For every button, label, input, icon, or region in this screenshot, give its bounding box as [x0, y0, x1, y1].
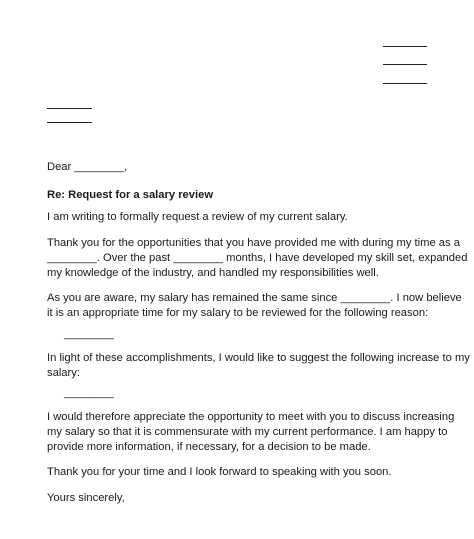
paragraph-2-line-1: Thank you for the opportunities that you have provided me with during my time as a	[47, 237, 460, 249]
paragraph-4-line-2: salary:	[47, 367, 80, 379]
sender-address-line-1	[383, 46, 427, 47]
sender-address-line-2	[383, 64, 427, 65]
subject-line: Re: Request for a salary review	[47, 189, 214, 201]
paragraph-3-line-2: it is an appropriate time for my salary to be reviewed for the following reason:	[47, 307, 429, 319]
paragraph-2-line-3: my knowledge of the industry, and handled my responsibilities well.	[47, 267, 379, 279]
paragraph-5-line-1: I would therefore appreciate the opportunity to meet with you to discuss increasing	[47, 411, 455, 423]
paragraph-4-line-1: In light of these accomplishments, I would like to suggest the following increase to my	[47, 352, 470, 364]
reason-blank: ________	[64, 328, 114, 340]
increase-blank: ________	[64, 387, 114, 399]
recipient-address-line-1	[47, 108, 92, 109]
sender-address-line-3	[383, 83, 427, 84]
recipient-address-line-2	[47, 122, 92, 123]
paragraph-1: I am writing to formally request a review of my current salary.	[47, 211, 348, 223]
closing: Yours sincerely,	[47, 492, 125, 504]
paragraph-5-line-3: provide more information, if necessary, for a decision to be made.	[47, 441, 371, 453]
paragraph-3-line-1: As you are aware, my salary has remained the same since ________. I now believe	[47, 292, 462, 304]
salutation: Dear ________,	[47, 161, 128, 173]
paragraph-2-line-2: ________. Over the past ________ months, I have developed my skill set, expanded	[47, 252, 468, 264]
paragraph-5-line-2: my salary so that it is commensurate with my current performance. I am happy to	[47, 426, 448, 438]
paragraph-6: Thank you for your time and I look forward to speaking with you soon.	[47, 466, 392, 478]
